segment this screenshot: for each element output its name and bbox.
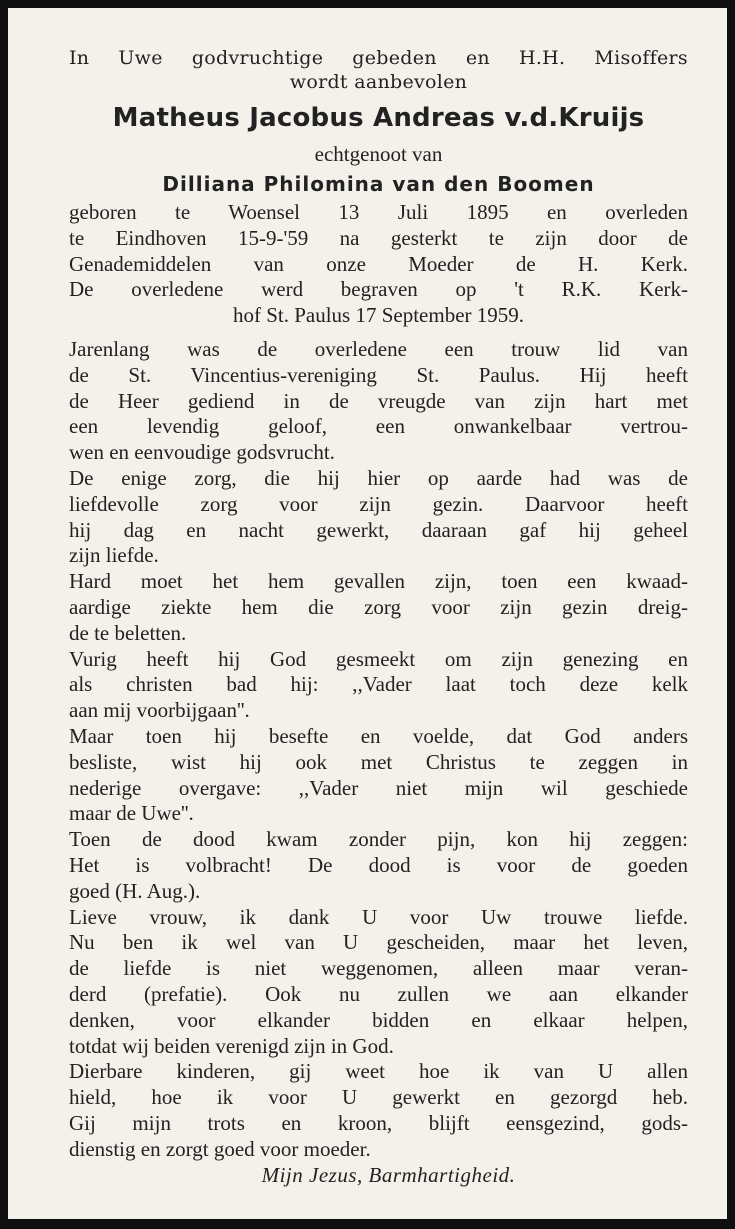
intro-line: wordt aanbevolen xyxy=(289,71,468,93)
text-line: Gij mijn trots en kroon, blijft eensgezind, gods- xyxy=(69,1110,688,1135)
intro-block xyxy=(69,46,688,94)
text-line: de St. Vincentius-vereniging St. Paulus. Hij heeft xyxy=(69,362,688,387)
text-line: geboren te Woensel 13 Juli 1895 en overleden xyxy=(69,200,688,224)
biography-block xyxy=(69,337,688,1163)
text-line: hield, hoe ik voor U gewerkt en gezorgd heb. xyxy=(69,1085,688,1110)
birth-death-block xyxy=(69,200,688,329)
text-line: goed (H. Aug.). xyxy=(69,878,201,903)
text-line: aan mij voorbijgaan''. xyxy=(69,698,250,723)
text-line: De enige zorg, die hij hier op aarde had was de xyxy=(69,465,688,490)
text-line: dienstig en zorgt goed voor moeder. xyxy=(69,1136,371,1161)
text-line: de te beletten. xyxy=(69,620,187,645)
text-line: derd (prefatie). Ook nu zullen we aan elkander xyxy=(69,981,688,1006)
text-line: Vurig heeft hij God gesmeekt om zijn genezing en xyxy=(69,646,688,671)
text-line: Jarenlang was de overledene een trouw lid van xyxy=(69,336,688,361)
text-line: denken, voor elkander bidden en elkaar helpen, xyxy=(69,1007,688,1032)
text-line: wen en eenvoudige godsvrucht. xyxy=(69,440,335,465)
text-line: Maar toen hij besefte en voelde, dat God anders xyxy=(69,723,688,748)
text-line: Nu ben ik wel van U gescheiden, maar het leven, xyxy=(69,930,688,955)
spouse-label: echtgenoot van xyxy=(314,142,443,166)
memorial-card xyxy=(8,8,727,1219)
text-line: zijn liefde. xyxy=(69,543,159,568)
card-content xyxy=(69,46,688,1188)
text-line: totdat wij beiden verenigd zijn in God. xyxy=(69,1033,394,1058)
text-line: De overledene werd begraven op 't R.K. Kerk- xyxy=(69,277,688,302)
text-line: te Eindhoven 15-9-'59 na gesterkt te zijn door de xyxy=(69,225,688,250)
text-line: de Heer gediend in de vreugde van zijn hart met xyxy=(69,388,688,413)
text-line: hij dag en nacht gewerkt, daaraan gaf hij geheel xyxy=(69,517,688,542)
text-line: besliste, wist hij ook met Christus te zeggen in xyxy=(69,749,688,774)
text-line: Genademiddelen van onze Moeder de H. Kerk. xyxy=(69,251,688,276)
deceased-name: Matheus Jacobus Andreas v.d.Kruijs xyxy=(112,103,645,133)
text-line: Toen de dood kwam zonder pijn, kon hij zeggen: xyxy=(69,827,688,852)
text-line: Het is volbracht! De dood is voor de goeden xyxy=(69,852,688,877)
text-line: maar de Uwe''. xyxy=(69,801,194,826)
text-line: een levendig geloof, een onwankelbaar vertrou- xyxy=(69,414,688,439)
closing-prayer: Mijn Jezus, Barmhartigheid. xyxy=(261,1163,516,1188)
spouse-name: Dilliana Philomina van den Boomen xyxy=(162,172,595,196)
text-line: Dierbare kinderen, gij weet hoe ik van U allen xyxy=(69,1059,688,1084)
intro-line: In Uwe godvruchtige gebeden en H.H. Misoffers xyxy=(69,47,688,69)
text-line: nederige overgave: ,,Vader niet mijn wil geschiede xyxy=(69,775,688,800)
text-line: Hard moet het hem gevallen zijn, toen een kwaad- xyxy=(69,569,688,594)
text-line: liefdevolle zorg voor zijn gezin. Daarvoor heeft xyxy=(69,491,688,516)
text-line: de liefde is niet weggenomen, alleen maar veran- xyxy=(69,956,688,981)
text-line: als christen bad hij: ,,Vader laat toch deze kelk xyxy=(69,672,688,697)
text-line: hof St. Paulus 17 September 1959. xyxy=(232,303,525,328)
text-line: Lieve vrouw, ik dank U voor Uw trouwe liefde. xyxy=(69,904,688,929)
text-line: aardige ziekte hem die zorg voor zijn gezin dreig- xyxy=(69,594,688,619)
